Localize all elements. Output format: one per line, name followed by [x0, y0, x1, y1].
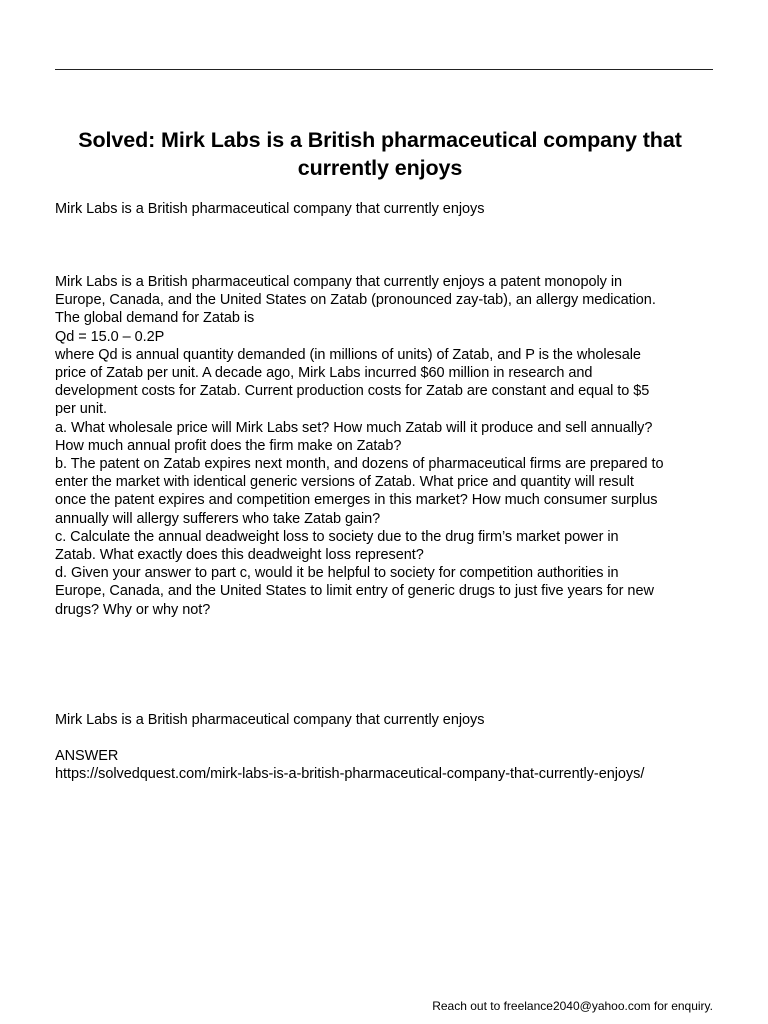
summary-line: Mirk Labs is a British pharmaceutical company that currently enjoys — [55, 712, 485, 728]
page-title: Solved: Mirk Labs is a British pharmaceutical company that currently enjoys — [78, 128, 682, 180]
body-line: per unit. — [55, 401, 107, 418]
question-a: a. What wholesale price will Mirk Labs set? How much Zatab will it produce and sell annually? — [55, 419, 653, 436]
answer-label: ANSWER — [55, 748, 119, 764]
body-line: Mirk Labs is a British pharmaceutical company that currently enjoys a patent monopoly in — [55, 274, 623, 290]
answer-link[interactable]: https://solvedquest.com/mirk-labs-is-a-british-pharmaceutical-company-that-currently-enjoys/ — [55, 766, 645, 782]
question-d: d. Given your answer to part c, would it be helpful to society for competition authorities in — [55, 565, 619, 582]
body-line: development costs for Zatab. Current production costs for Zatab are constant and equal to $5 — [55, 383, 650, 400]
question-c: c. Calculate the annual deadweight loss to society due to the drug firm’s market power in — [55, 528, 619, 545]
question-b-cont: enter the market with identical generic versions of Zatab. What price and quantity will result — [55, 474, 634, 491]
question-c-cont: Zatab. What exactly does this deadweight loss represent? — [55, 547, 424, 564]
question-d-cont: drugs? Why or why not? — [55, 601, 211, 618]
demand-equation: Qd = 15.0 – 0.2P — [55, 328, 165, 345]
header-divider — [55, 69, 713, 70]
question-b: b. The patent on Zatab expires next month, and dozens of pharmaceutical firms are prepared to — [55, 456, 664, 473]
question-b-cont: annually will allergy sufferers who take Zatab gain? — [55, 510, 381, 527]
body-line: price of Zatab per unit. A decade ago, Mirk Labs incurred $60 million in research and — [55, 365, 593, 382]
question-d-cont: Europe, Canada, and the United States to limit entry of generic drugs to just five years for new — [55, 583, 654, 600]
body-line: The global demand for Zatab is — [55, 310, 255, 327]
body-line: where Qd is annual quantity demanded (in millions of units) of Zatab, and P is the wholesale — [55, 346, 641, 363]
question-b-cont: once the patent expires and competition emerges in this market? How much consumer surplus — [55, 492, 658, 509]
body-line: Europe, Canada, and the United States on Zatab (pronounced zay-tab), an allergy medication. — [55, 292, 656, 309]
footer-contact: Reach out to freelance2040@yahoo.com for enquiry. — [432, 999, 713, 1013]
question-body — [55, 273, 715, 619]
subtitle: Mirk Labs is a British pharmaceutical company that currently enjoys — [55, 201, 485, 217]
question-a-cont: How much annual profit does the firm make on Zatab? — [55, 437, 402, 454]
